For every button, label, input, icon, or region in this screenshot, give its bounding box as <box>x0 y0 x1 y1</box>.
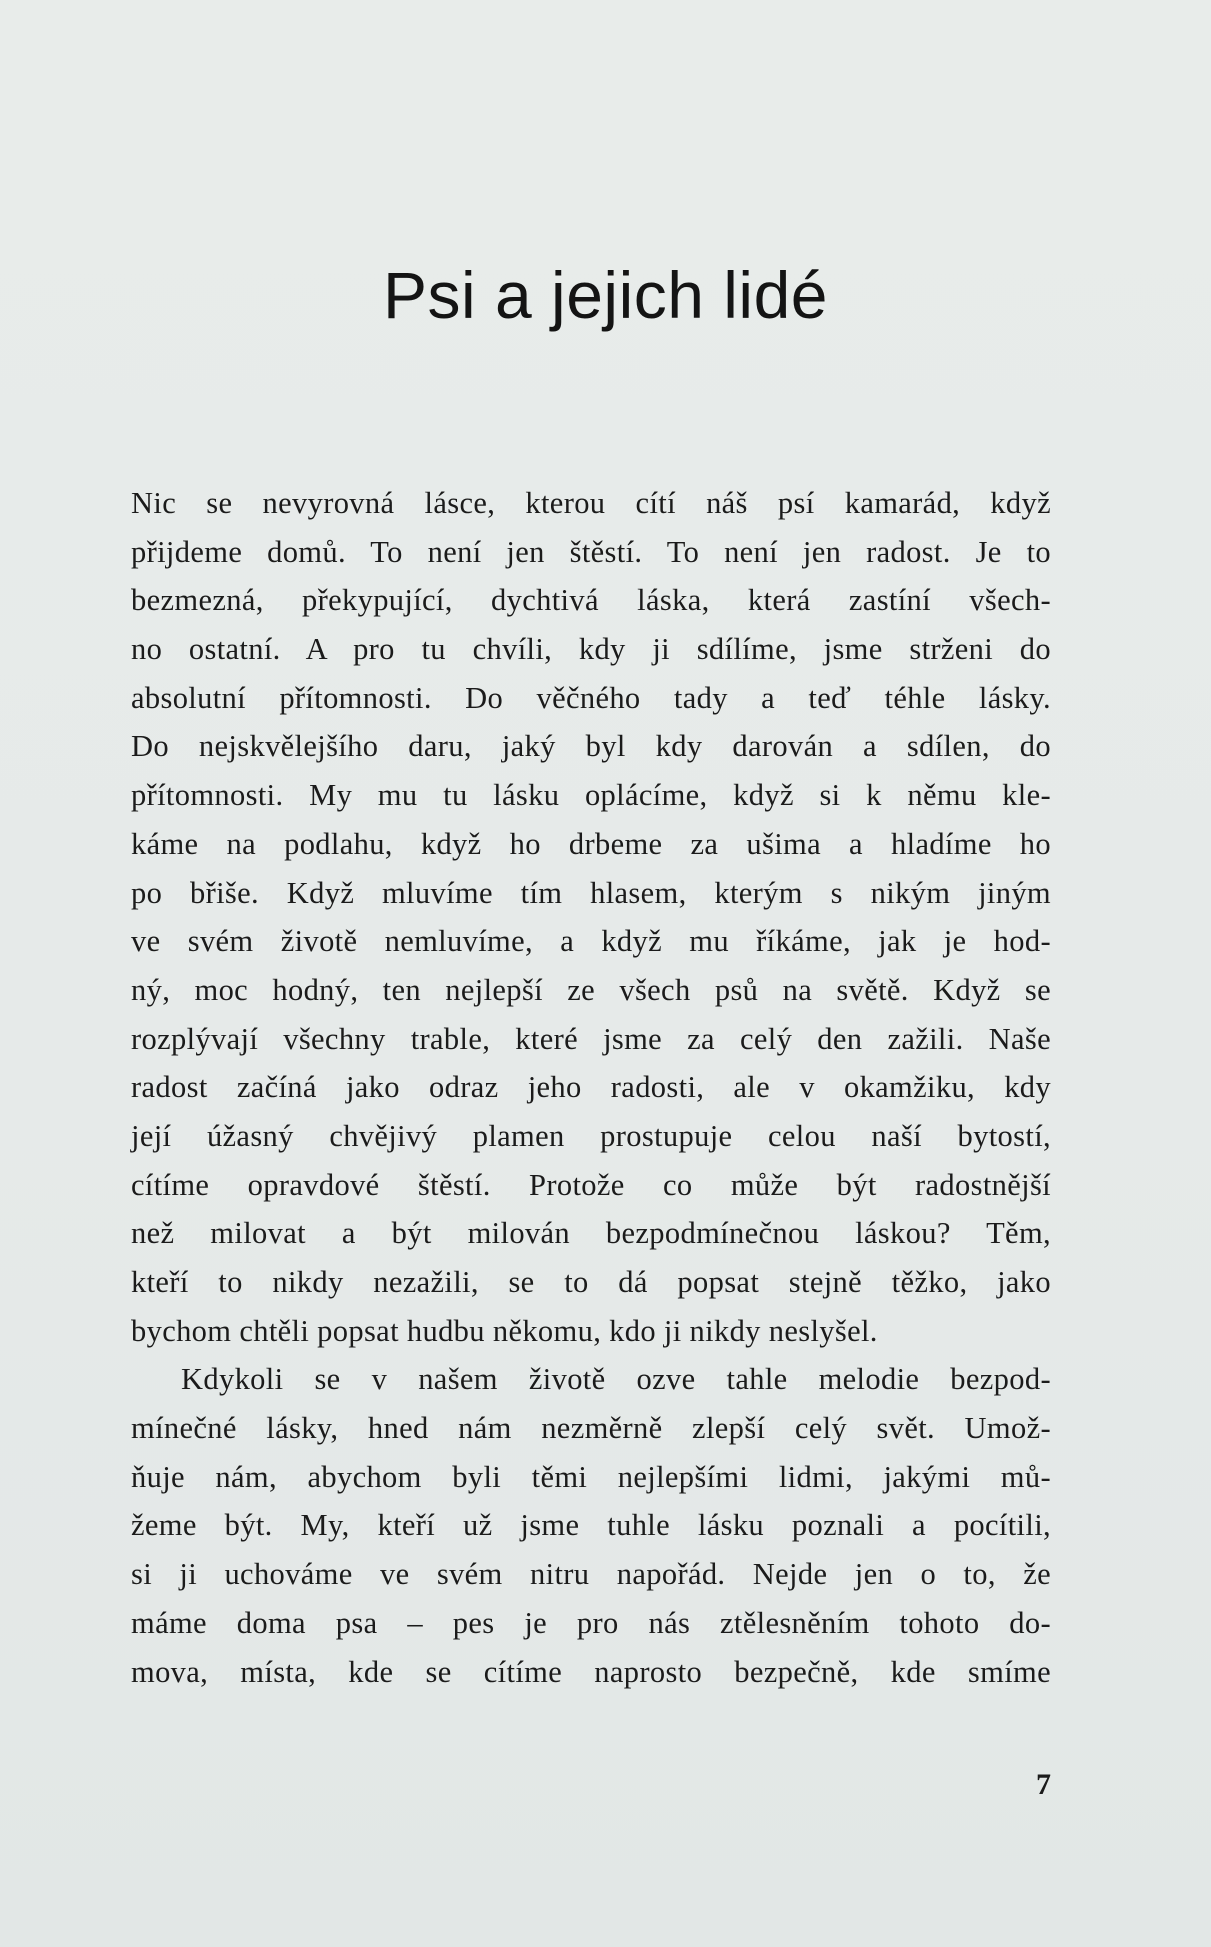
text-line: bezmezná, překypující, dychtivá láska, která zastíní všech- <box>131 583 1051 618</box>
text-line: ný, moc hodný, ten nejlepší ze všech psů na světě. Když se <box>131 972 1051 1007</box>
body-text <box>131 479 1051 1696</box>
paragraph-1 <box>131 479 1051 1355</box>
paragraph-2 <box>131 1355 1051 1696</box>
page-number: 7 <box>1036 1768 1051 1801</box>
chapter-title: Psi a jejich lidé <box>382 258 829 332</box>
text-line: máme doma psa – pes je pro nás ztělesněním tohoto do- <box>131 1605 1051 1640</box>
text-line: káme na podlahu, když ho drbeme za ušima a hladíme ho <box>131 826 1051 861</box>
text-line: Nic se nevyrovná lásce, kterou cítí náš psí kamarád, když <box>131 486 1051 520</box>
text-line: radost začíná jako odraz jeho radosti, ale v okamžiku, kdy <box>131 1070 1051 1105</box>
text-line: než milovat a být milován bezpodmínečnou láskou? Těm, <box>131 1216 1051 1251</box>
text-line: ňuje nám, abychom byli těmi nejlepšími lidmi, jakými mů- <box>131 1459 1051 1494</box>
text-line: žeme být. My, kteří už jsme tuhle lásku poznali a pocítili, <box>131 1508 1051 1543</box>
text-line: její úžasný chvějivý plamen prostupuje celou naší bytostí, <box>131 1118 1051 1153</box>
text-line: kteří to nikdy nezažili, se to dá popsat stejně těžko, jako <box>131 1265 1051 1299</box>
text-line: přijdeme domů. To není jen štěstí. To není jen radost. Je to <box>131 534 1051 569</box>
text-line: Do nejskvělejšího daru, jaký byl kdy darován a sdílen, do <box>131 729 1051 764</box>
text-line: Kdykoli se v našem životě ozve tahle melodie bezpod- <box>181 1362 1051 1397</box>
text-line: mínečné lásky, hned nám nezměrně zlepší celý svět. Umož- <box>131 1411 1051 1446</box>
text-line: mova, místa, kde se cítíme naprosto bezpečně, kde smíme <box>131 1654 1051 1689</box>
text-line: ve svém životě nemluvíme, a když mu říkáme, jak je hod- <box>131 924 1051 959</box>
text-line: cítíme opravdové štěstí. Protože co může být radostnější <box>131 1167 1051 1202</box>
text-line: rozplývají všechny trable, které jsme za celý den zažili. Naše <box>131 1021 1051 1056</box>
text-line: no ostatní. A pro tu chvíli, kdy ji sdílíme, jsme strženi do <box>131 632 1051 667</box>
text-line: absolutní přítomnosti. Do věčného tady a teď téhle lásky. <box>131 680 1051 715</box>
text-line: si ji uchováme ve svém nitru napořád. Nejde jen o to, že <box>131 1557 1051 1592</box>
text-line: bychom chtěli popsat hudbu někomu, kdo ji nikdy neslyšel. <box>131 1313 878 1348</box>
text-line: přítomnosti. My mu tu lásku oplácíme, když si k němu kle- <box>131 778 1051 813</box>
text-line: po břiše. Když mluvíme tím hlasem, kterým s nikým jiným <box>131 875 1051 910</box>
